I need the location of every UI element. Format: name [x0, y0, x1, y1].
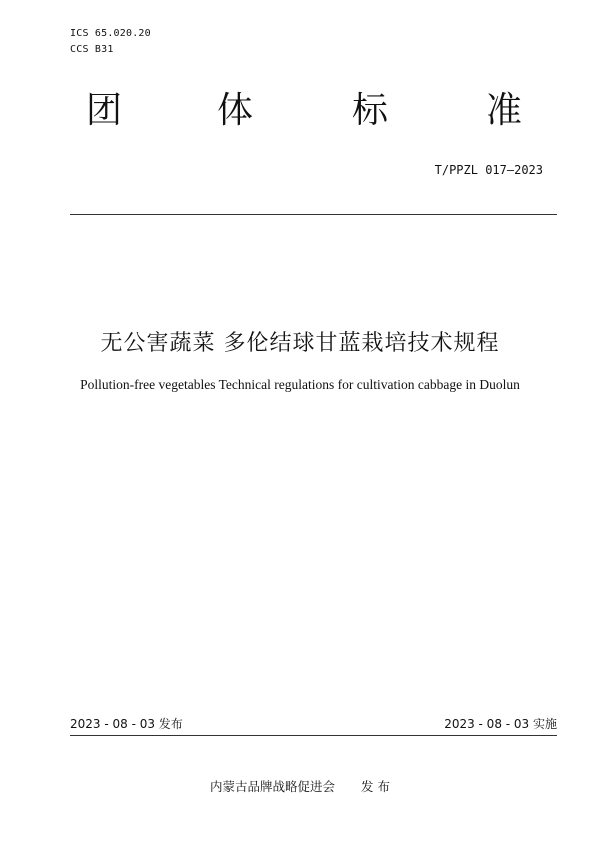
issuer-line — [0, 777, 600, 795]
doc-type-char: 准 — [486, 90, 523, 131]
publish-date: 2023 - 08 - 03 发布 — [70, 717, 183, 731]
issuer-name: 内蒙古品牌战略促进会 — [210, 779, 336, 794]
issuer-action: 发 布 — [361, 779, 390, 794]
ics-code: ICS 65.020.20 — [70, 28, 151, 39]
doc-type-char: 体 — [217, 90, 254, 131]
doc-type-char: 标 — [352, 90, 389, 131]
document-type-heading — [0, 88, 600, 138]
standard-number: T/PPZL 017—2023 — [434, 163, 543, 177]
chinese-title: 无公害蔬菜 多伦结球甘蓝栽培技术规程 — [100, 331, 500, 356]
english-title: Pollution-free vegetables Technical regulations for cultivation cabbage in Duolun — [80, 377, 520, 392]
ccs-code: CCS B31 — [70, 44, 114, 55]
bottom-divider — [70, 735, 557, 736]
doc-type-char: 团 — [86, 90, 123, 131]
top-divider — [70, 214, 557, 215]
implement-date: 2023 - 08 - 03 实施 — [444, 717, 557, 731]
